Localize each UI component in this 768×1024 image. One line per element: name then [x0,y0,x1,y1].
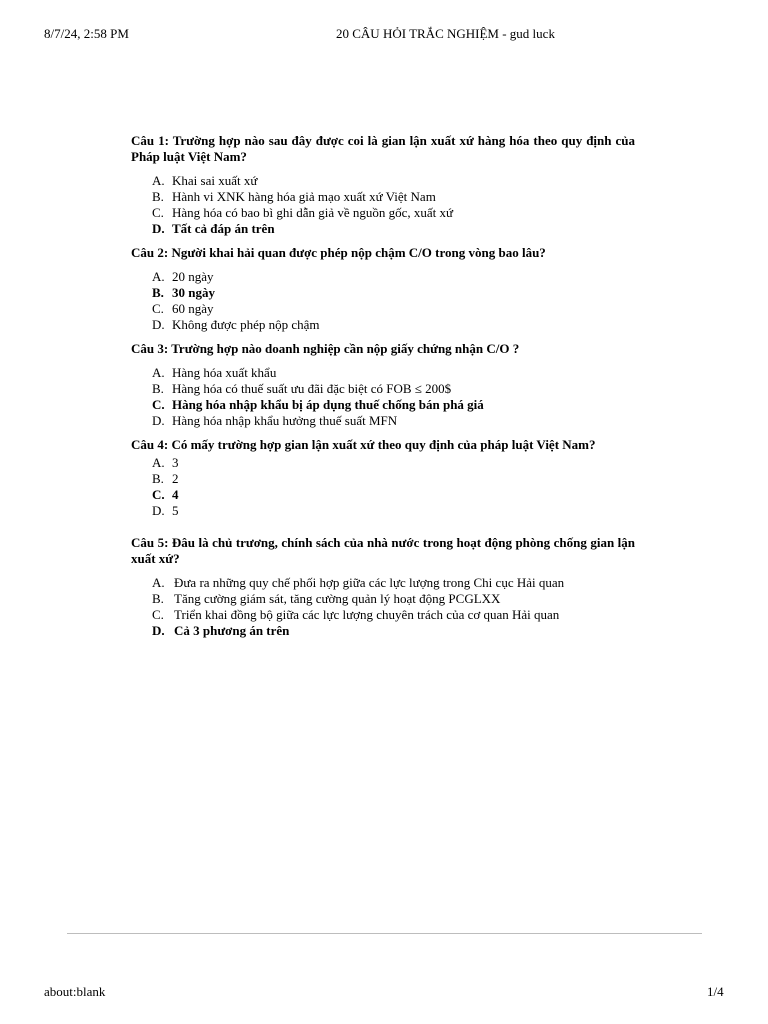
correct-answer-option [152,623,635,639]
option-text: Khai sai xuất xứ [172,173,258,188]
option-letter: C. [152,205,164,220]
option-letter: C. [152,397,165,412]
option-letter: D. [152,623,165,638]
document-content [131,133,635,647]
option-text: Triển khai đồng bộ giữa các lực lượng chuyên trách của cơ quan Hải quan [174,607,560,622]
option-letter: D. [152,503,165,518]
answer-option [152,471,635,487]
option-text: Cả 3 phương án trên [174,623,290,638]
option-text: 30 ngày [172,285,215,300]
option-letter: B. [152,471,164,486]
option-letter: D. [152,221,165,236]
answer-option [152,301,635,317]
answer-option [152,455,635,471]
option-text: Tất cả đáp án trên [172,221,275,236]
option-text: Hàng hóa có thuế suất ưu đãi đặc biệt có FOB ≤ 200$ [172,381,452,396]
answer-options [131,455,635,519]
question-text: Câu 4: Có mấy trường hợp gian lận xuất xứ theo quy định của pháp luật Việt Nam? [131,437,596,452]
answer-option [152,413,635,429]
question-text: Câu 5: Đâu là chủ trương, chính sách của nhà nước trong hoạt động phòng chống gian lận xuất xứ? [131,535,635,566]
answer-options [131,269,635,333]
correct-answer-option [152,487,635,503]
option-text: 3 [172,455,179,470]
option-letter: A. [152,269,165,284]
option-letter: C. [152,487,165,502]
answer-option [152,607,635,623]
option-letter: B. [152,591,164,606]
option-text: Hàng hóa xuất khẩu [172,365,277,380]
option-text: Đưa ra những quy chế phối hợp giữa các lực lượng trong Chi cục Hải quan [174,575,565,590]
question-block [131,437,635,519]
option-letter: B. [152,381,164,396]
correct-answer-option [152,285,635,301]
question-text: Câu 2: Người khai hải quan được phép nộp chậm C/O trong vòng bao lâu? [131,245,546,260]
page-number: 1/4 [707,984,724,999]
page-url: about:blank [44,984,106,999]
option-letter: A. [152,455,165,470]
option-text: 60 ngày [172,301,214,316]
question-block [131,535,635,639]
option-text: Không được phép nộp chậm [172,317,320,332]
option-text: 20 ngày [172,269,214,284]
answer-option [152,317,635,333]
print-header [0,26,768,42]
option-text: Hàng hóa nhập khẩu hưởng thuế suất MFN [172,413,398,428]
answer-option [152,365,635,381]
option-letter: B. [152,189,164,204]
answer-option [152,269,635,285]
option-letter: A. [152,365,165,380]
option-letter: B. [152,285,164,300]
answer-option [152,591,635,607]
answer-option [152,189,635,205]
option-letter: A. [152,173,165,188]
answer-option [152,381,635,397]
option-text: Tăng cường giám sát, tăng cường quản lý hoạt động PCGLXX [174,591,501,606]
correct-answer-option [152,397,635,413]
answer-option [152,205,635,221]
answer-option [152,503,635,519]
option-letter: D. [152,413,165,428]
option-text: 4 [172,487,179,502]
option-text: Hành vi XNK hàng hóa giả mạo xuất xứ Việt Nam [172,189,436,204]
question-text: Câu 3: Trường hợp nào doanh nghiệp cần nộp giấy chứng nhận C/O ? [131,341,520,356]
answer-options [131,365,635,429]
option-text: Hàng hóa nhập khẩu bị áp dụng thuế chống bán phá giá [172,397,484,412]
question-block [131,341,635,429]
footer-divider [67,933,702,934]
print-datetime: 8/7/24, 2:58 PM [44,26,129,41]
question-text: Câu 1: Trường hợp nào sau đây được coi là gian lận xuất xứ hàng hóa theo quy định của Pháp luật Việt Nam? [131,133,635,164]
option-text: Hàng hóa có bao bì ghi dẫn giả về nguồn gốc, xuất xứ [172,205,454,220]
answer-options [131,173,635,237]
correct-answer-option [152,221,635,237]
option-letter: A. [152,575,165,590]
question-block [131,133,635,237]
answer-option [152,575,635,591]
question-block [131,245,635,333]
option-letter: C. [152,607,164,622]
option-letter: D. [152,317,165,332]
answer-option [152,173,635,189]
document-title: 20 CÂU HỎI TRẮC NGHIỆM - gud luck [336,26,555,41]
option-letter: C. [152,301,164,316]
option-text: 5 [172,503,179,518]
answer-options [131,575,635,639]
option-text: 2 [172,471,179,486]
